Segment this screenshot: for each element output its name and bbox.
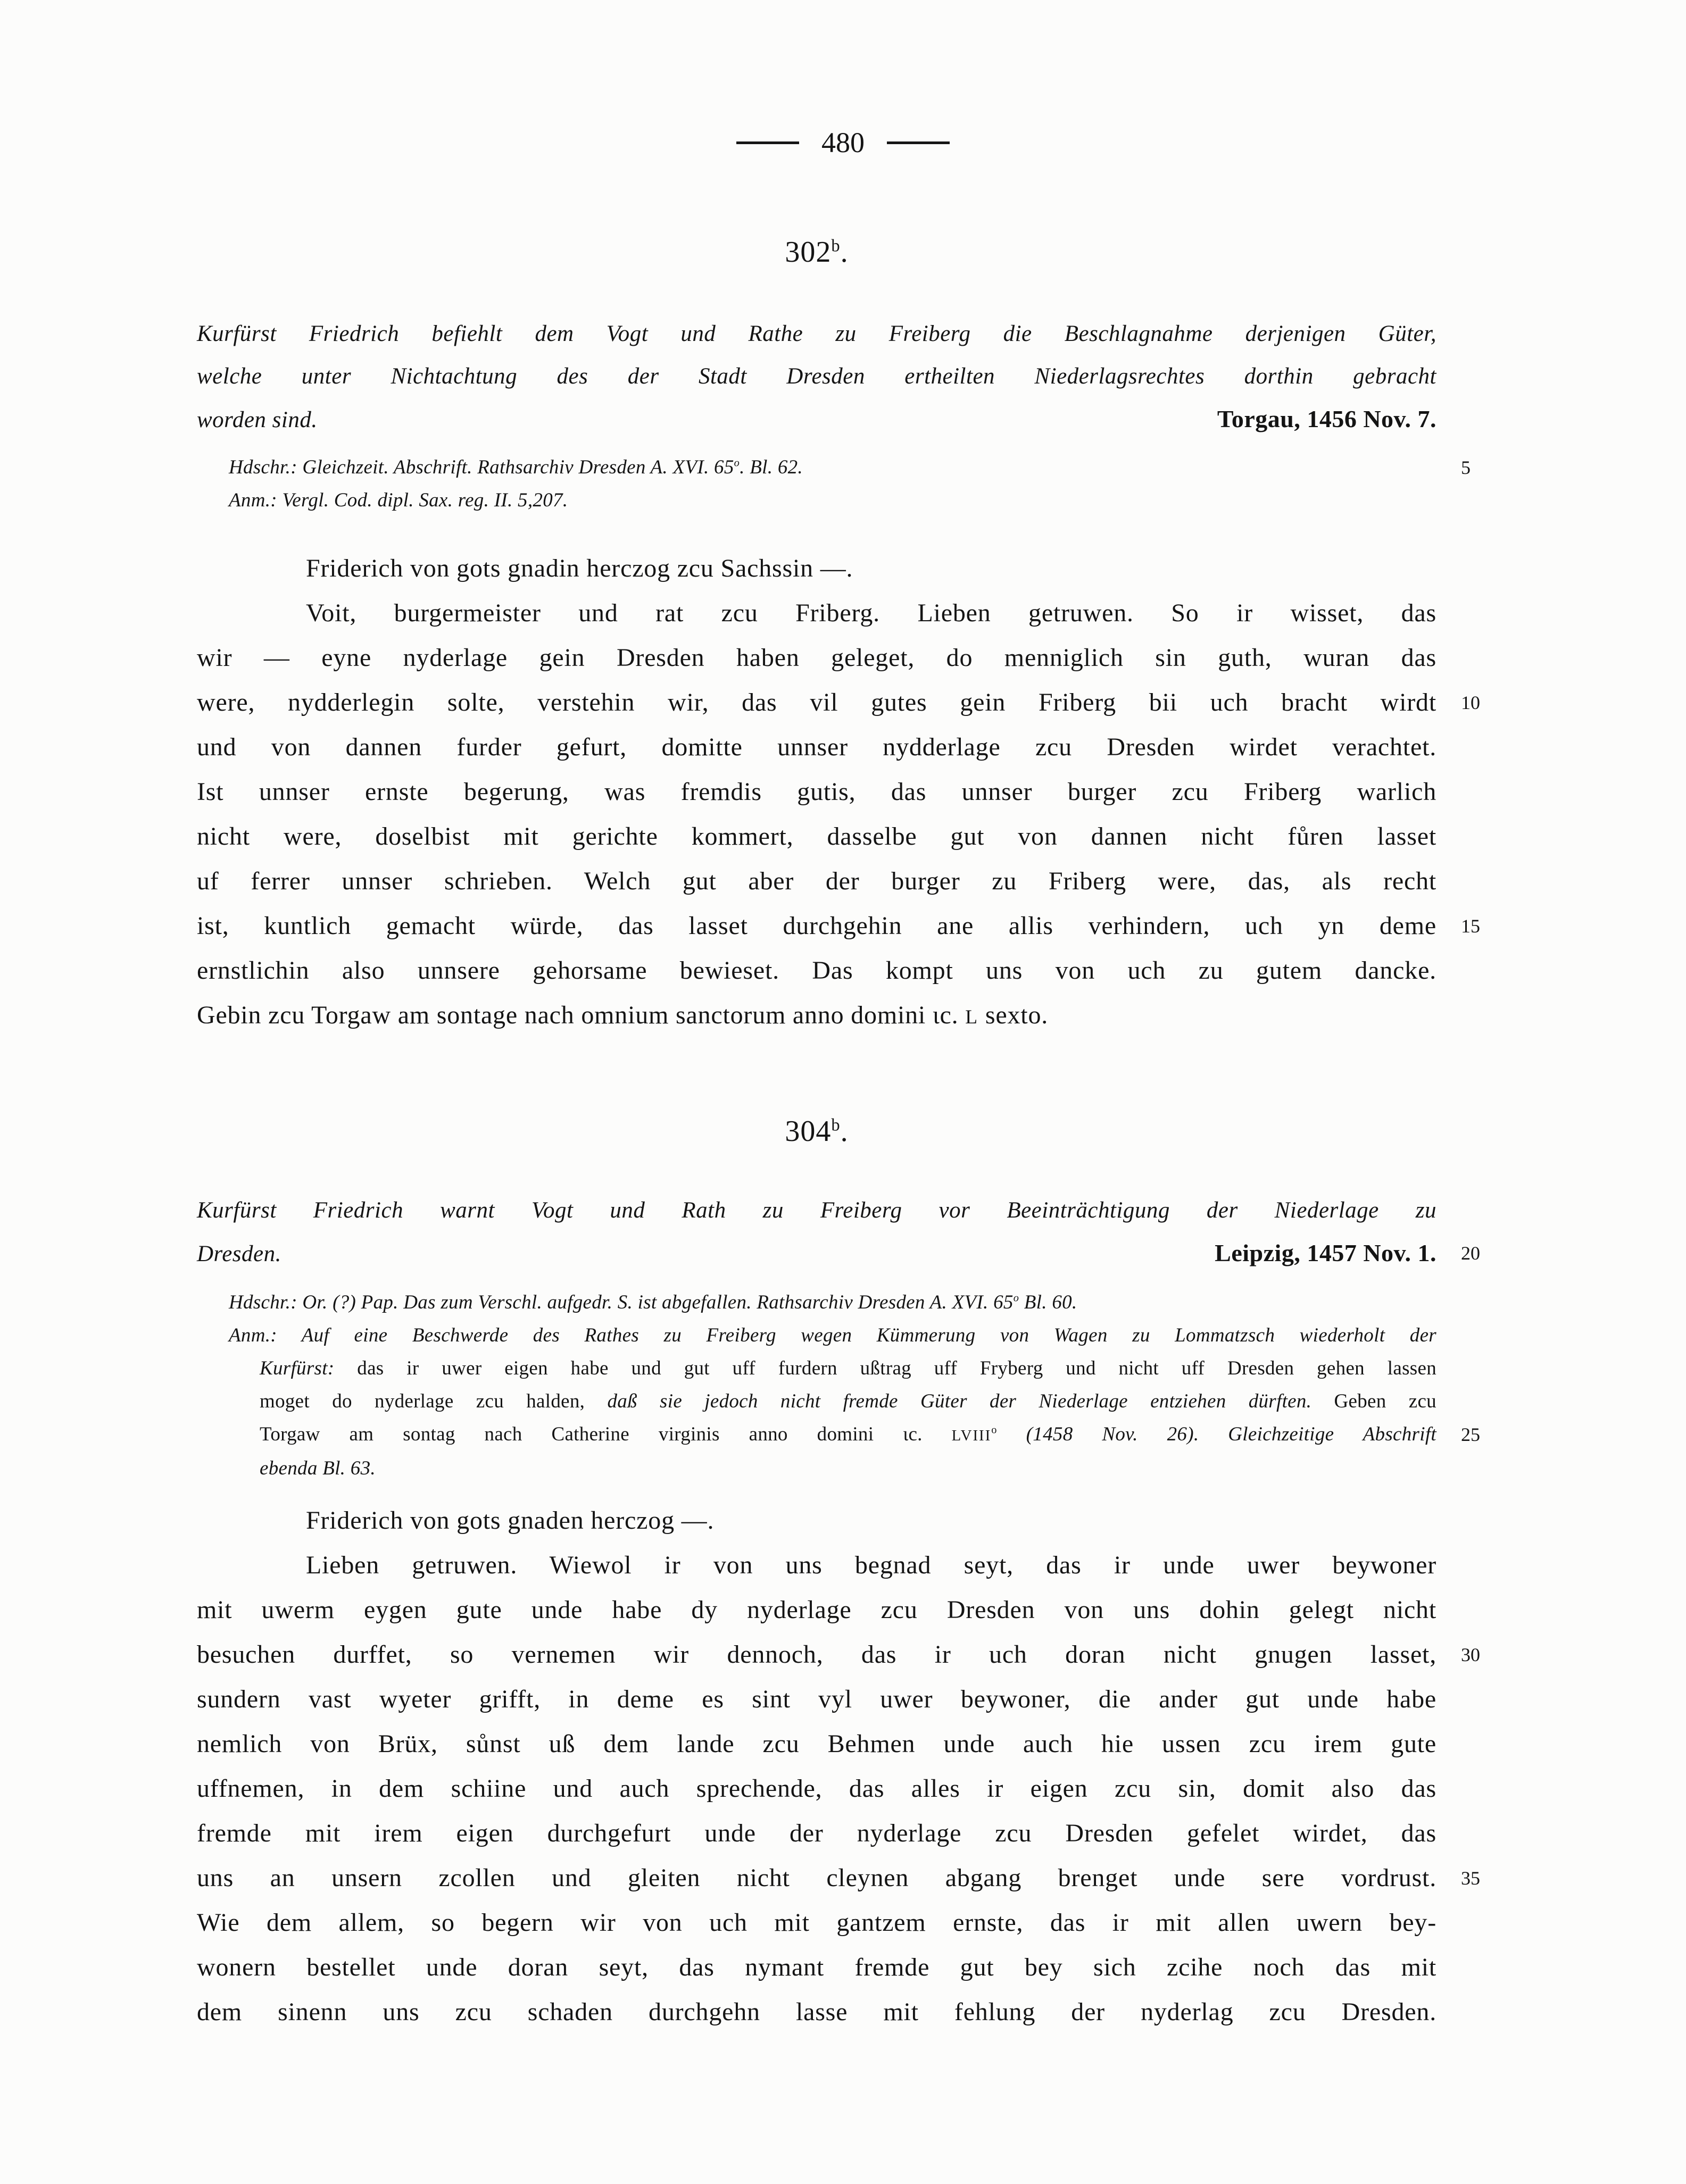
text-line: [197, 1632, 1480, 1677]
line-text-end: sexto.: [978, 1001, 1049, 1029]
anm-text-italic: (1458 Nov. 26). Gleichzeitige Abschrift: [996, 1423, 1436, 1445]
text-column: [197, 0, 1480, 2035]
anm-line: [197, 1385, 1436, 1418]
anm-quote-roman: das ir uwer eigen habe und gut uff furdern ußtrag uff Fryberg und nicht uff Dresden gehen lassen: [334, 1357, 1436, 1379]
hdschr-line: [197, 1286, 1436, 1319]
text-line: wonern bestellet unde doran seyt, das nymant fremde gut bey sich zcihe noch das mit: [197, 1953, 1436, 1981]
anm-line: [197, 1418, 1480, 1452]
regest-302b: [197, 313, 1436, 441]
regest-304b: [197, 1189, 1480, 1276]
body-302b: [197, 546, 1480, 1040]
superscript-o: o: [1013, 1292, 1019, 1304]
line-text: besuchen durffet, so vernemen wir dennoch, das ir uch doran nicht gnugen lasset,: [197, 1640, 1436, 1669]
line-text: were, nydderlegin solte, verstehin wir, das vil gutes gein Friberg bii uch bracht wirdt: [197, 688, 1436, 716]
text-line: [197, 680, 1480, 725]
dateline-304b: Leipzig, 1457 Nov. 1.: [1215, 1239, 1436, 1266]
anm-line: [197, 484, 1436, 517]
superscript-o: o: [991, 1424, 997, 1436]
text-line: fremde mit irem eigen durchgefurt unde der nyderlage zcu Dresden gefelet wirdet, das: [197, 1819, 1436, 1847]
doc-number: 304: [785, 1115, 832, 1148]
margin-line-number: 10: [1461, 692, 1480, 713]
doc-number-dot: .: [840, 236, 849, 269]
regest-line-end: worden sind.: [197, 407, 318, 432]
text-line: mit uwerm eygen gute unde habe dy nyderlage zcu Dresden von uns dohin gelegt nicht: [197, 1596, 1436, 1624]
text-line: uffnemen, in dem schiine und auch sprechende, das alles ir eigen zcu sin, domit also das: [197, 1774, 1436, 1803]
text-line: Lieben getruwen. Wiewol ir von uns begnad seyt, das ir unde uwer beywoner: [306, 1551, 1436, 1579]
text-line: wir — eyne nyderlage gein Dresden haben geleget, do menniglich sin guth, wuran das: [197, 644, 1436, 672]
superscript-o: o: [734, 457, 740, 469]
document-number-302b: [197, 237, 1436, 268]
text-line: uf ferrer unnser schrieben. Welch gut aber der burger zu Friberg were, das, als recht: [197, 867, 1436, 895]
margin-line-number: 25: [1461, 1424, 1480, 1445]
anm-label: Anm.:: [229, 1324, 277, 1346]
anm-quote-roman: Torgaw am sontag nach Catherine virginis anno domini ɩc.: [260, 1423, 952, 1445]
regest-line-with-date: [197, 1232, 1480, 1276]
text-line: Ist unnser ernste begerung, was fremdis gutis, das unnser burger zcu Friberg warlich: [197, 778, 1436, 806]
line-text: ist, kuntlich gemacht würde, das lasset durchgehin ane allis verhindern, uch yn deme: [197, 912, 1436, 940]
doc-number: 302: [785, 236, 832, 269]
regest-line-end: Dresden.: [197, 1241, 281, 1266]
small-caps-numeral: LVIII: [951, 1427, 992, 1444]
anm-line: [197, 1319, 1436, 1352]
text-line: und von dannen furder gefurt, domitte unnser nydderlage zcu Dresden wirdet verachtet.: [197, 733, 1436, 761]
anm-text: Vergl. Cod. dipl. Sax. reg. II. 5,207.: [282, 489, 568, 511]
document-302b: [197, 236, 1480, 1040]
text-line: Friderich von gots gnaden herczog —.: [306, 1506, 715, 1535]
text-line: sundern vast wyeter grifft, in deme es sint vyl uwer beywoner, die ander gut unde habe: [197, 1685, 1436, 1713]
anm-line: [197, 1352, 1436, 1385]
doc-number-superscript: b: [831, 236, 841, 256]
margin-line-number: 15: [1461, 915, 1480, 937]
hdschr-label: Hdschr.:: [229, 456, 297, 478]
hdschr-text: Gleichzeit. Abschrift. Rathsarchiv Dresden A. XVI. 65: [302, 456, 734, 478]
margin-line-number: 35: [1461, 1868, 1480, 1889]
regest-line: Kurfürst Friedrich befiehlt dem Vogt und Rathe zu Freiberg die Beschlagnahme derjenigen Güter,: [197, 321, 1436, 346]
line-text: Gebin zcu Torgaw am sontage nach omnium sanctorum anno domini ɩc.: [197, 1001, 966, 1029]
regest-line-with-date: [197, 398, 1436, 441]
text-line: nicht were, doselbist mit gerichte kommert, dasselbe gut von dannen nicht fůren lasset: [197, 822, 1436, 851]
text-line: Wie dem allem, so begern wir von uch mit gantzem ernste, das ir mit allen uwern bey-: [197, 1908, 1436, 1937]
doc-number-superscript: b: [831, 1115, 841, 1135]
text-line: nemlich von Brüx, sůnst uß dem lande zcu Behmen unde auch hie ussen zcu irem gute: [197, 1730, 1436, 1758]
text-line: Voit, burgermeister und rat zcu Friberg. Lieben getruwen. So ir wisset, das: [306, 599, 1436, 627]
regest-line: Kurfürst Friedrich warnt Vogt und Rath zu Freiberg vor Beeinträchtigung der Niederlage zu: [197, 1198, 1436, 1223]
text-line-closing: [197, 993, 1436, 1040]
margin-line-number: 5: [1461, 457, 1471, 478]
anm-line: ebenda Bl. 63.: [260, 1457, 376, 1479]
regest-line: welche unter Nichtachtung des der Stadt Dresden ertheilten Niederlagsrechtes dorthin gebracht: [197, 364, 1436, 389]
body-304b: [197, 1498, 1480, 2035]
anm-text: Auf eine Beschwerde des Rathes zu Freiberg wegen Kümmerung von Wagen zu Lommatzsch wiederholt der: [301, 1324, 1437, 1346]
anm-quote-roman: moget do nyderlage zcu halden,: [260, 1390, 608, 1412]
hdschr-line: [197, 451, 1471, 484]
text-line: ernstlichin also unnsere gehorsame bewieset. Das kompt uns von uch zu gutem dancke.: [197, 956, 1436, 985]
line-text: uns an unsern zcollen und gleiten nicht cleynen abgang brenget unde sere vordrust.: [197, 1864, 1436, 1892]
hdschr-text: Or. (?) Pap. Das zum Verschl. aufgedr. S. ist abgefallen. Rathsarchiv Dresden A. XVI. 65: [302, 1291, 1014, 1313]
text-line: dem sinenn uns zcu schaden durchgehn lasse mit fehlung der nyderlag zcu Dresden.: [197, 1998, 1436, 2026]
margin-line-number: 30: [1461, 1644, 1480, 1665]
document-number-304b: [197, 1116, 1436, 1147]
text-line: Friderich von gots gnadin herczog zcu Sachssin —.: [306, 554, 853, 582]
text-line: [197, 904, 1480, 948]
hdschr-label: Hdschr.:: [229, 1291, 297, 1313]
doc-number-dot: .: [840, 1115, 849, 1148]
hdschr-text-end: Bl. 60.: [1019, 1291, 1077, 1313]
document-304b: [197, 1115, 1480, 2035]
hdschr-text-end: . Bl. 62.: [740, 456, 803, 478]
page-number: 480: [821, 127, 865, 159]
apparatus-304b: [197, 1286, 1480, 1485]
small-caps-numeral: L: [965, 1006, 979, 1028]
text-line: [197, 1856, 1480, 1900]
dateline-302b: Torgau, 1456 Nov. 7.: [1217, 405, 1436, 432]
anm-text-italic: daß sie jedoch nicht fremde Güter der Niederlage entziehen dürften.: [607, 1390, 1312, 1412]
margin-line-number: 20: [1461, 1243, 1480, 1264]
anm-text-italic: Kurfürst:: [260, 1357, 335, 1379]
anm-quote-roman: Geben zcu: [1311, 1390, 1436, 1412]
anm-label: Anm.:: [229, 489, 277, 511]
apparatus-302b: [197, 451, 1471, 517]
